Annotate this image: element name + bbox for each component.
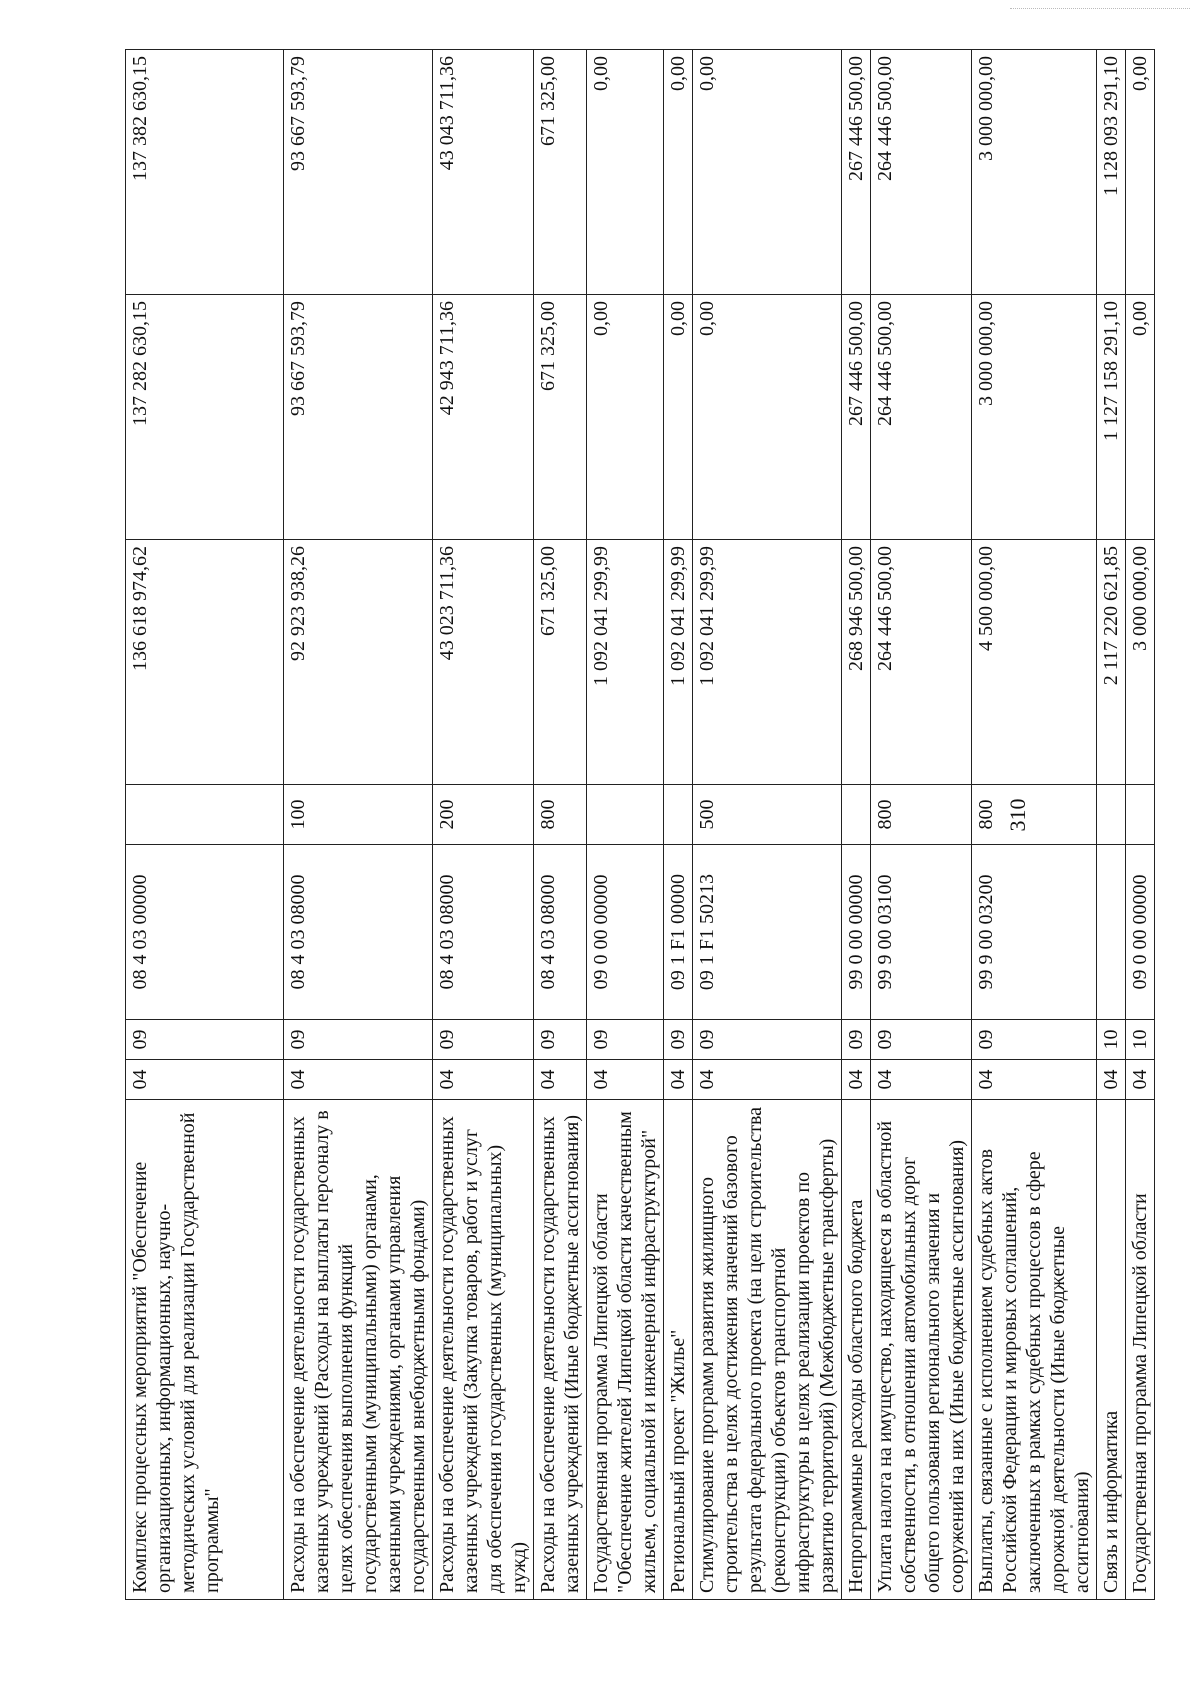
row-value-2: 671 325,00 xyxy=(534,295,587,540)
row-value-1: 671 325,00 xyxy=(534,540,587,785)
table-row xyxy=(842,50,871,1600)
table-row xyxy=(433,50,534,1600)
row-subsection: 09 xyxy=(871,1020,972,1060)
row-value-3: 0,00 xyxy=(664,50,693,295)
row-value-1: 3 000 000,00 xyxy=(1126,540,1155,785)
row-subsection: 09 xyxy=(664,1020,693,1060)
row-value-2: 264 446 500,00 xyxy=(871,295,972,540)
row-target: 09 1 F1 50213 xyxy=(693,845,842,1020)
row-value-2: 93 667 593,79 xyxy=(284,295,433,540)
row-section: 04 xyxy=(587,1060,664,1100)
table-row xyxy=(284,50,433,1600)
row-value-2: 0,00 xyxy=(693,295,842,540)
row-value-1: 1 092 041 299,99 xyxy=(587,540,664,785)
row-value-2: 0,00 xyxy=(1126,295,1155,540)
row-vr: 800 xyxy=(972,785,1097,845)
row-value-3: 137 382 630,15 xyxy=(126,50,284,295)
table-row xyxy=(1097,50,1126,1600)
row-target: 08 4 03 00000 xyxy=(126,845,284,1020)
table-row xyxy=(871,50,972,1600)
table-row xyxy=(126,50,284,1600)
table-body xyxy=(126,50,1155,1600)
row-section: 04 xyxy=(972,1060,1097,1100)
row-value-3: 267 446 500,00 xyxy=(842,50,871,295)
row-value-1: 43 023 711,36 xyxy=(433,540,534,785)
row-name: Стимулирование программ развития жилищного строительства в целях достижения значений базового результата федерального проекта (на цели строительства (реконструкции) объектов транспортной инфраструктуры в целях реализации проектов по развитию территорий) (Межбюджетные трансферты) xyxy=(693,1100,842,1600)
table-row xyxy=(664,50,693,1600)
row-section: 04 xyxy=(284,1060,433,1100)
page-number: 310 xyxy=(1005,798,1030,832)
row-value-1: 92 923 938,26 xyxy=(284,540,433,785)
row-value-2: 0,00 xyxy=(587,295,664,540)
row-subsection: 09 xyxy=(842,1020,871,1060)
row-vr xyxy=(126,785,284,845)
row-name: Расходы на обеспечение деятельности государственных казенных учреждений (Иные бюджетные ассигнования) xyxy=(534,1100,587,1600)
row-subsection: 10 xyxy=(1097,1020,1126,1060)
row-name: Комплекс процессных мероприятий "Обеспечение организационных, информационных, научно-методических условий для реализации Государственной программы" xyxy=(126,1100,284,1600)
row-value-3: 0,00 xyxy=(693,50,842,295)
row-vr xyxy=(1097,785,1126,845)
row-target: 09 0 00 00000 xyxy=(1126,845,1155,1020)
row-value-1: 2 117 220 621,85 xyxy=(1097,540,1126,785)
row-value-2: 137 282 630,15 xyxy=(126,295,284,540)
row-value-1: 268 946 500,00 xyxy=(842,540,871,785)
row-section: 04 xyxy=(1097,1060,1126,1100)
row-target: 08 4 03 08000 xyxy=(284,845,433,1020)
row-target: 08 4 03 08000 xyxy=(534,845,587,1020)
row-vr: 200 xyxy=(433,785,534,845)
row-subsection: 09 xyxy=(972,1020,1097,1060)
row-name: Расходы на обеспечение деятельности государственных казенных учреждений (Закупка товаров, работ и услуг для обеспечения государственных (муниципальных) нужд) xyxy=(433,1100,534,1600)
row-value-1: 264 446 500,00 xyxy=(871,540,972,785)
table-row xyxy=(693,50,842,1600)
row-target: 09 0 00 00000 xyxy=(587,845,664,1020)
row-vr xyxy=(664,785,693,845)
row-vr: 100 xyxy=(284,785,433,845)
table-row xyxy=(972,50,1097,1600)
row-target: 99 9 00 03100 xyxy=(871,845,972,1020)
table-row xyxy=(534,50,587,1600)
row-value-1: 136 618 974,62 xyxy=(126,540,284,785)
row-value-2: 3 000 000,00 xyxy=(972,295,1097,540)
row-subsection: 10 xyxy=(1126,1020,1155,1060)
row-value-3: 93 667 593,79 xyxy=(284,50,433,295)
table-row xyxy=(1126,50,1155,1600)
row-value-1: 1 092 041 299,99 xyxy=(664,540,693,785)
row-vr xyxy=(842,785,871,845)
rotated-page-content xyxy=(125,50,1151,1600)
row-name: Государственная программа Липецкой области xyxy=(1126,1100,1155,1600)
row-target: 99 9 00 03200 xyxy=(972,845,1097,1020)
row-value-3: 0,00 xyxy=(587,50,664,295)
row-name: Уплата налога на имущество, находящееся в областной собственности, в отношении автомобильных дорог общего пользования регионального значения и сооружений на них (Иные бюджетные ассигнования) xyxy=(871,1100,972,1600)
row-name: Государственная программа Липецкой области "Обеспечение жителей Липецкой области качественным жильем, социальной и инженерной инфраструктурой" xyxy=(587,1100,664,1600)
row-name: Связь и информатика xyxy=(1097,1100,1126,1600)
row-value-1: 1 092 041 299,99 xyxy=(693,540,842,785)
row-vr xyxy=(1126,785,1155,845)
row-value-3: 264 446 500,00 xyxy=(871,50,972,295)
table-row xyxy=(587,50,664,1600)
row-section: 04 xyxy=(664,1060,693,1100)
row-section: 04 xyxy=(1126,1060,1155,1100)
row-name: Расходы на обеспечение деятельности государственных казенных учреждений (Расходы на выплаты персоналу в целях обеспечения выполнения функций государственными (муниципальными) органами, казенными учреждениями, органами управления государственными внебюджетными фондами) xyxy=(284,1100,433,1600)
row-value-1: 4 500 000,00 xyxy=(972,540,1097,785)
row-value-3: 1 128 093 291,10 xyxy=(1097,50,1126,295)
row-section: 04 xyxy=(693,1060,842,1100)
row-target: 99 0 00 00000 xyxy=(842,845,871,1020)
row-section: 04 xyxy=(126,1060,284,1100)
row-value-3: 0,00 xyxy=(1126,50,1155,295)
row-vr: 800 xyxy=(534,785,587,845)
row-subsection: 09 xyxy=(433,1020,534,1060)
row-section: 04 xyxy=(433,1060,534,1100)
row-vr xyxy=(587,785,664,845)
row-name: Непрограммные расходы областного бюджета xyxy=(842,1100,871,1600)
row-vr: 800 xyxy=(871,785,972,845)
row-name: Выплаты, связанные с исполнением судебных актов Российской Федерации и мировых соглашений, заключенных в рамках судебных процессов в сфере дорожной деятельности (Иные бюджетные ассигнования) xyxy=(972,1100,1097,1600)
row-vr: 500 xyxy=(693,785,842,845)
row-section: 04 xyxy=(871,1060,972,1100)
budget-table xyxy=(125,49,1155,1600)
row-target: 08 4 03 08000 xyxy=(433,845,534,1020)
row-value-3: 43 043 711,36 xyxy=(433,50,534,295)
row-subsection: 09 xyxy=(534,1020,587,1060)
row-target xyxy=(1097,845,1126,1020)
scan-edge-marks xyxy=(1010,8,1190,13)
row-value-2: 0,00 xyxy=(664,295,693,540)
row-section: 04 xyxy=(842,1060,871,1100)
row-value-3: 671 325,00 xyxy=(534,50,587,295)
row-value-2: 267 446 500,00 xyxy=(842,295,871,540)
row-subsection: 09 xyxy=(693,1020,842,1060)
row-subsection: 09 xyxy=(587,1020,664,1060)
row-value-2: 42 943 711,36 xyxy=(433,295,534,540)
row-name: Региональный проект "Жилье" xyxy=(664,1100,693,1600)
row-section: 04 xyxy=(534,1060,587,1100)
row-target: 09 1 F1 00000 xyxy=(664,845,693,1020)
row-value-3: 3 000 000,00 xyxy=(972,50,1097,295)
row-subsection: 09 xyxy=(284,1020,433,1060)
row-subsection: 09 xyxy=(126,1020,284,1060)
row-value-2: 1 127 158 291,10 xyxy=(1097,295,1126,540)
